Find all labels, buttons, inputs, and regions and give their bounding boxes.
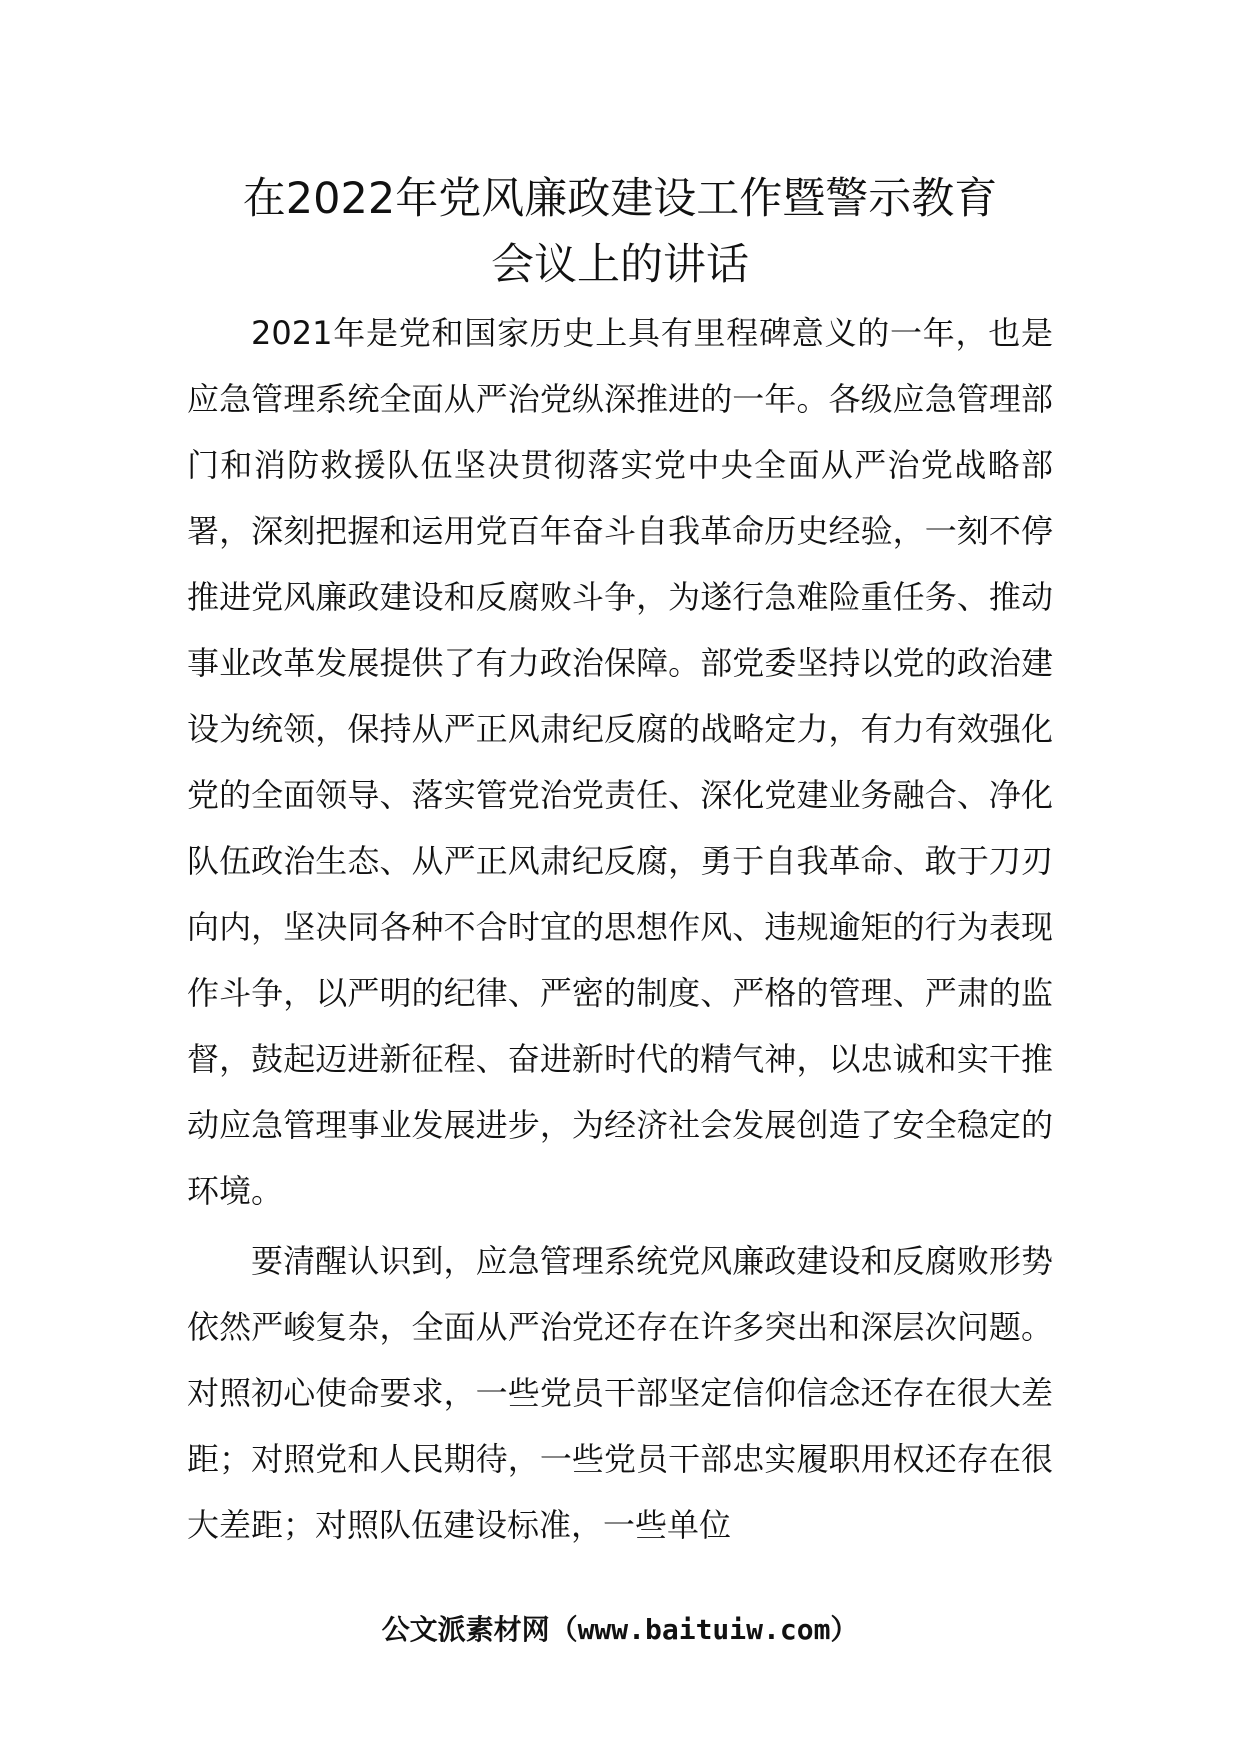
document-body: [187, 300, 1053, 1558]
document-title-line-1: 在2022年党风廉政建设工作暨警示教育: [242, 174, 998, 224]
paragraph-1: 2021年是党和国家历史上具有里程碑意义的一年，也是应急管理系统全面从严治党纵深推进的一年。各级应急管理部门和消防救援队伍坚决贯彻落实党中央全面从严治党战略部署，深刻把握和运用党百年奋斗自我革命历史经验，一刻不停推进党风廉政建设和反腐败斗争，为遂行急难险重任务、推动事业改革发展提供了有力政治保障。部党委坚持以党的政治建设为统领，保持从严正风肃纪反腐的战略定力，有力有效强化党的全面领导、落实管党治党责任、深化党建业务融合、净化队伍政治生态、从严正风肃纪反腐，勇于自我革命、敢于刀刃向内，坚决同各种不合时宜的思想作风、违规逾矩的行为表现作斗争，以严明的纪律、严密的制度、严格的管理、严肃的监督，鼓起迈进新征程、奋进新时代的精气神，以忠诚和实干推动应急管理事业发展进步，为经济社会发展创造了安全稳定的环境。: [187, 314, 1053, 1210]
document-title-line-2: 会议上的讲话: [491, 240, 749, 290]
footer-watermark: 公文派素材网（www.baituiw.com）: [381, 1613, 859, 1646]
paragraph-2: 要清醒认识到，应急管理系统党风廉政建设和反腐败形势依然严峻复杂，全面从严治党还存在许多突出和深层次问题。对照初心使命要求，一些党员干部坚定信仰信念还存在很大差距；对照党和人民期待，一些党员干部忠实履职用权还存在很大差距；对照队伍建设标准，一些单位: [187, 1242, 1053, 1544]
